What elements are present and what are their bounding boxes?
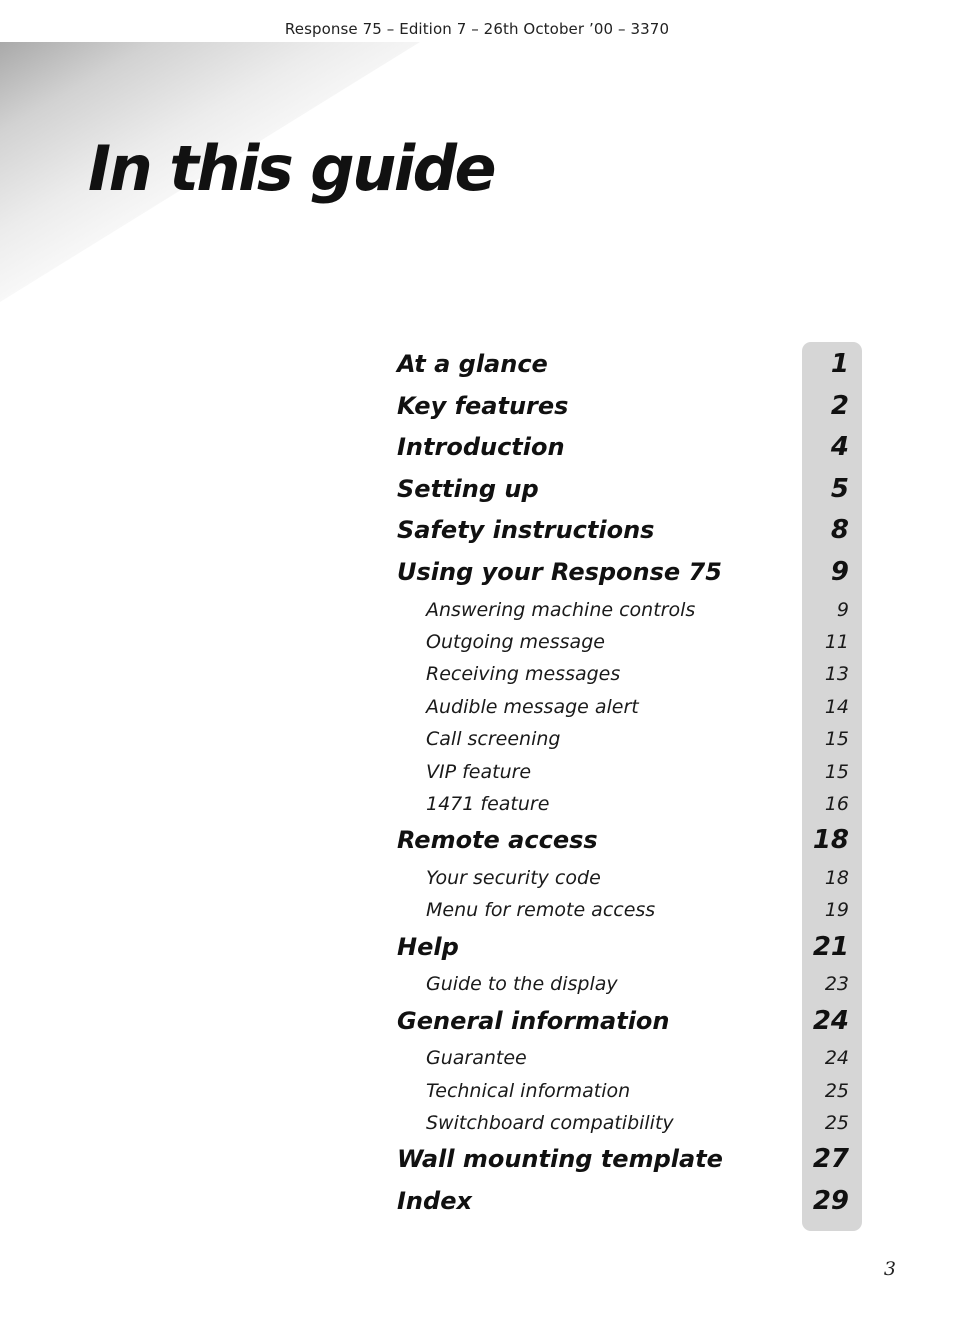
toc-entry-page-number: 23 (824, 973, 849, 996)
toc-subsection-entry[interactable] (397, 756, 849, 788)
toc-entry-title: Guarantee (426, 1047, 527, 1070)
toc-subsection-entry[interactable] (397, 594, 849, 626)
toc-subsection-entry[interactable] (397, 1075, 849, 1107)
toc-entry-title: At a glance (397, 350, 548, 378)
toc-entry-page-number: 21 (812, 931, 849, 962)
page-title: In this guide (88, 132, 495, 205)
toc-section-entry[interactable] (397, 386, 849, 428)
toc-entry-title: Help (397, 932, 459, 961)
toc-section-entry[interactable] (397, 820, 849, 862)
toc-entry-page-number: 18 (812, 825, 849, 856)
toc-subsection-entry[interactable] (397, 862, 849, 894)
toc-entry-title: Switchboard compatibility (426, 1112, 674, 1135)
toc-entry-page-number: 18 (824, 866, 849, 889)
toc-entry-page-number: 9 (830, 556, 849, 587)
toc-entry-page-number: 24 (824, 1047, 849, 1070)
toc-entry-page-number: 25 (824, 1079, 849, 1102)
toc-entry-page-number: 19 (824, 899, 849, 922)
toc-entry-title: Guide to the display (426, 973, 618, 996)
toc-subsection-entry[interactable] (397, 723, 849, 755)
toc-entry-title: VIP feature (426, 760, 532, 783)
toc-entry-page-number: 25 (824, 1112, 849, 1135)
toc-entry-page-number: 2 (830, 390, 849, 421)
toc-entry-page-number: 11 (824, 630, 849, 653)
toc-section-entry[interactable] (397, 927, 849, 969)
toc-entry-title: Menu for remote access (426, 899, 656, 922)
running-head: Response 75 – Edition 7 – 26th October ’00 – 3370 (284, 20, 670, 38)
toc-section-entry[interactable] (397, 552, 849, 594)
toc-entry-title: Safety instructions (397, 516, 655, 545)
toc-entry-page-number: 9 (836, 598, 849, 621)
toc-section-entry[interactable] (397, 510, 849, 552)
toc-entry-page-number: 24 (812, 1005, 849, 1036)
toc-section-entry[interactable] (397, 427, 849, 469)
toc-entry-page-number: 1 (830, 349, 849, 379)
toc-entry-page-number: 29 (812, 1186, 849, 1217)
toc-subsection-entry[interactable] (397, 968, 849, 1000)
toc-entry-page-number: 16 (824, 792, 849, 815)
toc-entry-page-number: 5 (830, 473, 849, 504)
toc-entry-title: Your security code (426, 866, 601, 889)
toc-section-entry[interactable] (397, 469, 849, 511)
toc-entry-page-number: 8 (830, 515, 849, 546)
toc-subsection-entry[interactable] (397, 788, 849, 820)
toc-entry-title: Call screening (426, 728, 561, 751)
page-number: 3 (883, 1258, 896, 1280)
toc-entry-title: Receiving messages (426, 663, 621, 686)
toc-entry-title: Using your Response 75 (397, 557, 722, 586)
toc-entry-page-number: 14 (824, 695, 849, 718)
toc-entry-title: Answering machine controls (426, 598, 696, 621)
toc-entry-page-number: 13 (824, 663, 849, 686)
toc-subsection-entry[interactable] (397, 1107, 849, 1139)
toc-entry-title: Index (397, 1187, 472, 1216)
toc-entry-title: 1471 feature (426, 792, 550, 815)
toc-section-entry[interactable] (397, 1181, 849, 1223)
toc-entry-title: Setting up (397, 474, 539, 503)
toc-entry-page-number: 15 (824, 728, 849, 751)
toc-section-entry[interactable] (397, 344, 849, 386)
toc-entry-title: Remote access (397, 826, 598, 855)
toc-entry-title: Key features (397, 391, 569, 420)
toc-subsection-entry[interactable] (397, 691, 849, 723)
toc-entry-title: Wall mounting template (397, 1145, 723, 1174)
toc-section-entry[interactable] (397, 1139, 849, 1181)
toc-subsection-entry[interactable] (397, 1042, 849, 1074)
toc-entry-page-number: 15 (824, 760, 849, 783)
toc-entry-title: General information (397, 1006, 670, 1035)
toc-entry-title: Introduction (397, 433, 565, 462)
toc-section-entry[interactable] (397, 1001, 849, 1043)
toc-entry-title: Outgoing message (426, 630, 605, 653)
toc-entry-page-number: 4 (830, 432, 849, 463)
toc-entry-title: Technical information (426, 1079, 631, 1102)
toc-subsection-entry[interactable] (397, 626, 849, 658)
toc-subsection-entry[interactable] (397, 658, 849, 690)
toc-entry-title: Audible message alert (426, 695, 639, 718)
toc-subsection-entry[interactable] (397, 894, 849, 926)
toc-entry-page-number: 27 (812, 1144, 849, 1175)
table-of-contents (397, 344, 849, 1223)
